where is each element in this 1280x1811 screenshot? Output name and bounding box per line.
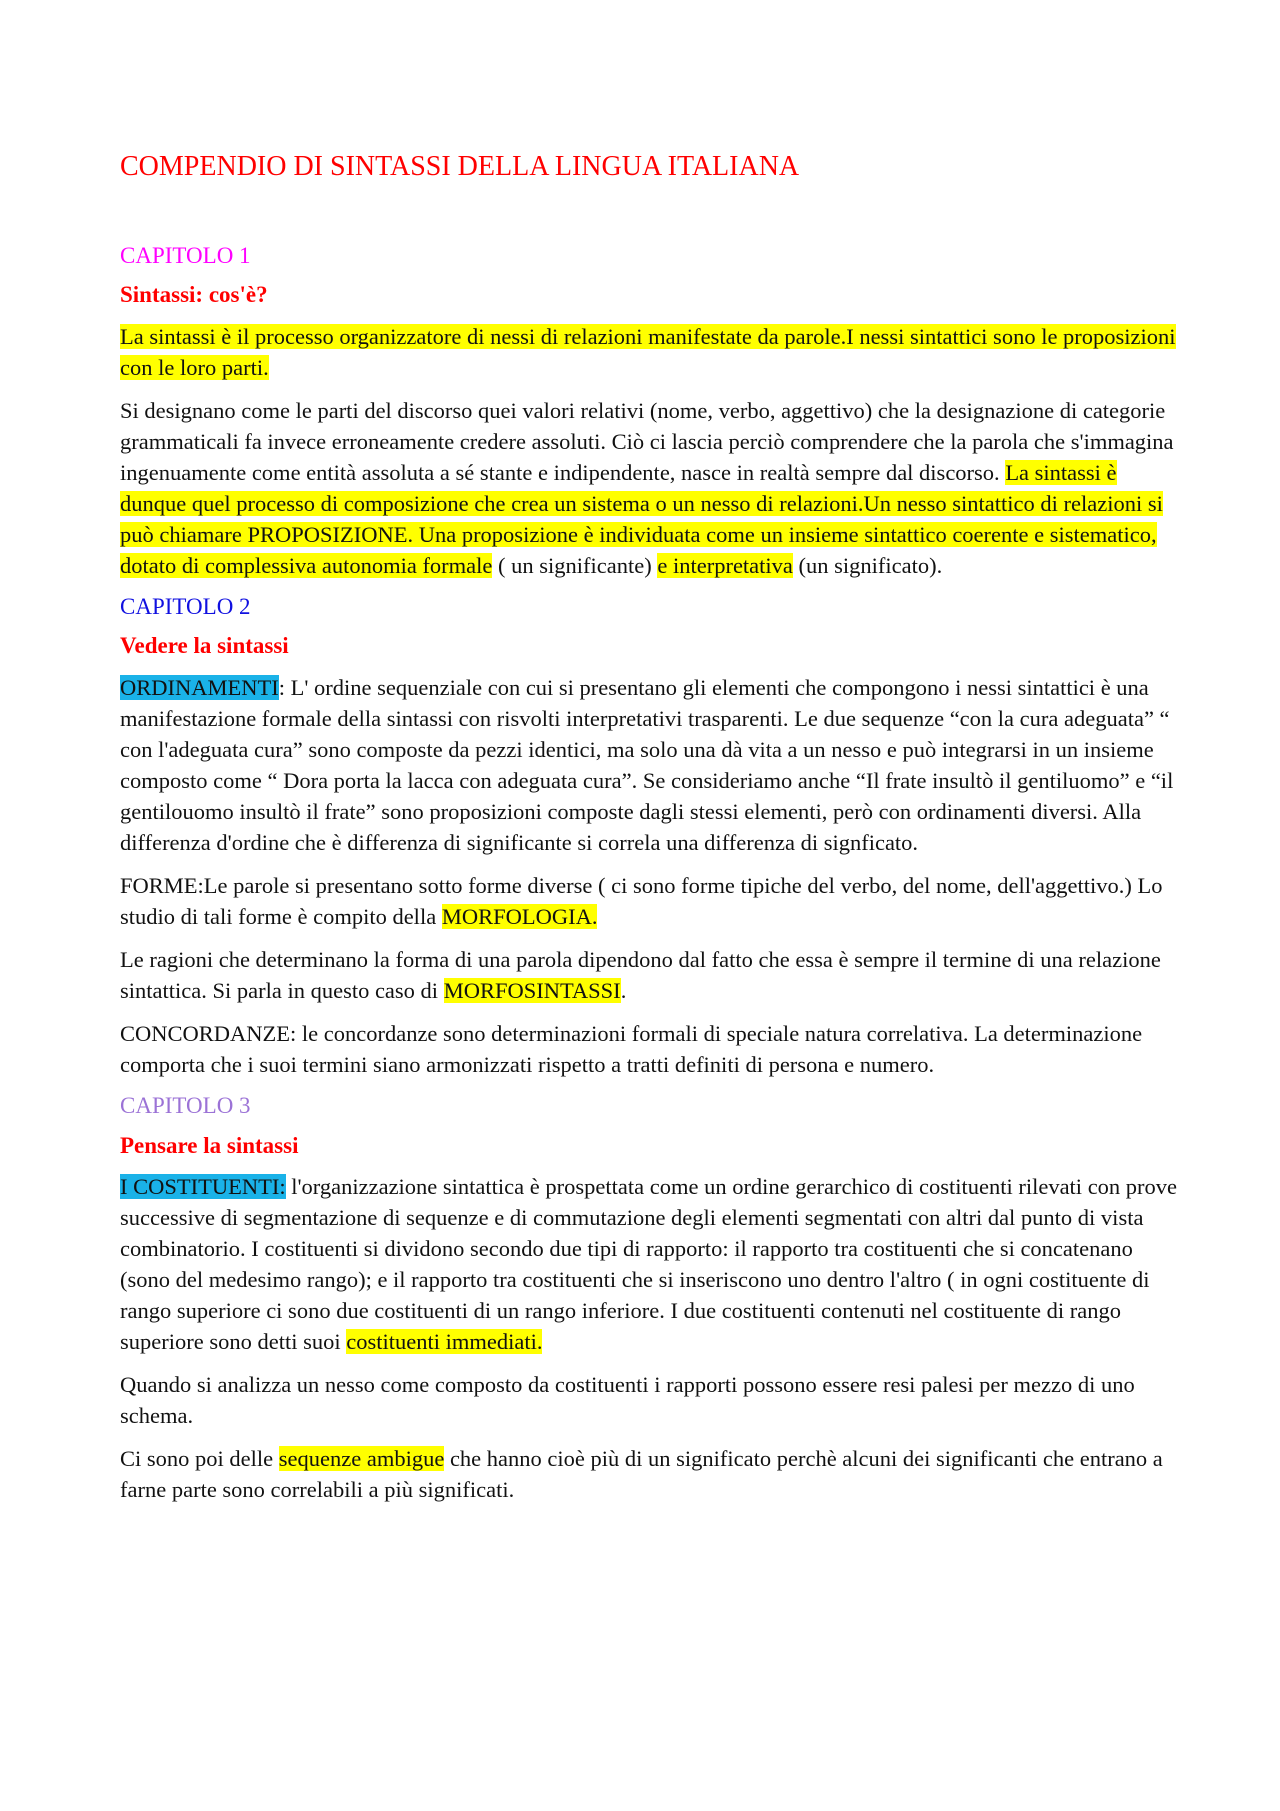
text-span: CONCORDANZE: le concordanze sono determinazioni formali di speciale natura correlativa. La determinazione comporta che i suoi termini siano armonizzati rispetto a tratti definiti di persona e numero.	[120, 1020, 1143, 1077]
chapter-1	[120, 242, 1180, 581]
text-span: : L' ordine sequenziale con cui si presentano gli elementi che compongono i nessi sintattici è una manifestazione formale della sintassi con risvolti interpretativi trasparenti. Le due sequenze “con la cura adeguata” “ con l'adeguata cura” sono composte da pezzi identici, ma solo una dà vita a un nesso e può integrarsi in un insieme composto come “ Dora porta la lacca con adeguata cura”. Se consideriamo anche “Il frate insultò il gentiluomo” e “il gentilouomo insultò il frate” sono proposizioni composte dagli stessi elementi, però con ordinamenti diversi. Alla differenza d'ordine che è differenza di significante si correla una differenza di signficato.	[120, 674, 1174, 855]
highlighted-text: e interpretativa	[657, 552, 793, 578]
text-span: Ci sono poi delle	[120, 1446, 279, 1472]
text-span: FORME:Le parole si presentano sotto forme diverse ( ci sono forme tipiche del verbo, del nome, dell'aggettivo.) Lo studio di tali forme è compito della	[120, 872, 1163, 929]
paragraph	[120, 1443, 1180, 1505]
paragraph	[120, 321, 1180, 383]
chapter-heading: Sintassi: cos'è?	[120, 282, 268, 308]
chapter-2	[120, 593, 1180, 1080]
chapter-label: CAPITOLO 1	[120, 242, 251, 268]
highlighted-term: I COSTITUENTI:	[120, 1174, 286, 1200]
highlighted-term: ORDINAMENTI	[120, 674, 279, 700]
paragraph	[120, 1369, 1180, 1431]
text-span: Si designano come le parti del discorso quei valori relativi (nome, verbo, aggettivo) che la designazione di categorie grammaticali fa invece erroneamente credere assoluti. Ciò ci lascia perciò comprendere che la parola che s'immagina ingenuamente come entità assoluta a sé stante e indipendente, nasce in realtà sempre dal discorso.	[120, 397, 1174, 485]
text-span: .	[620, 977, 627, 1003]
chapter-heading: Vedere la sintassi	[120, 633, 289, 659]
paragraph	[120, 944, 1180, 1006]
document-title: COMPENDIO DI SINTASSI DELLA LINGUA ITALIANA	[120, 151, 800, 182]
chapter-label: CAPITOLO 3	[120, 1092, 251, 1118]
highlighted-text: La sintassi è dunque quel processo di composizione che crea un sistema o un nesso di relazioni.Un nesso sintattico di relazioni si può chiamare PROPOSIZIONE. Una proposizione è individuata come un insieme sintattico coerente e sistematico, dotato di complessiva autonomia formale	[120, 459, 1163, 578]
highlighted-text: La sintassi è il processo organizzatore di nessi di relazioni manifestate da parole.I nessi sintattici sono le proposizioni con le loro parti.	[120, 323, 1176, 380]
highlighted-text: MORFOSINTASSI	[443, 977, 621, 1003]
paragraph	[120, 395, 1180, 581]
paragraph	[120, 870, 1180, 932]
chapter-heading: Pensare la sintassi	[120, 1132, 299, 1158]
highlighted-text: MORFOLOGIA.	[441, 903, 598, 929]
text-span: Le ragioni che determinano la forma di una parola dipendono dal fatto che essa è sempre il termine di una relazione sintattica. Si parla in questo caso di	[120, 946, 1161, 1003]
highlighted-text: sequenze ambigue	[278, 1446, 445, 1472]
chapter-label: CAPITOLO 2	[120, 593, 251, 619]
paragraph	[120, 1171, 1180, 1357]
text-span: (un significato).	[792, 552, 943, 578]
paragraph	[120, 1018, 1180, 1080]
text-span: Quando si analizza un nesso come composto da costituenti i rapporti possono essere resi palesi per mezzo di uno schema.	[120, 1372, 1135, 1429]
text-span: che hanno cioè più di un significato perchè alcuni dei significanti che entrano a farne parte sono correlabili a più significati.	[120, 1446, 1163, 1503]
text-span: ( un significante)	[492, 552, 658, 578]
highlighted-text: costituenti immediati.	[346, 1329, 543, 1355]
chapter-3	[120, 1092, 1180, 1505]
paragraph	[120, 672, 1180, 858]
text-span: l'organizzazione sintattica è prospettata come un ordine gerarchico di costituenti rilevati con prove successive di segmentazione di sequenze e di commutazione degli elementi segmentati con altri dal punto di vista combinatorio. I costituenti si dividono secondo due tipi di rapporto: il rapporto tra costituenti che si concatenano (sono del medesimo rango); e il rapporto tra costituenti che si inseriscono uno dentro l'altro ( in ogni costituente di rango superiore ci sono due costituenti di un rango inferiore. I due costituenti contenuti nel costituente di rango superiore sono detti suoi	[120, 1174, 1178, 1355]
